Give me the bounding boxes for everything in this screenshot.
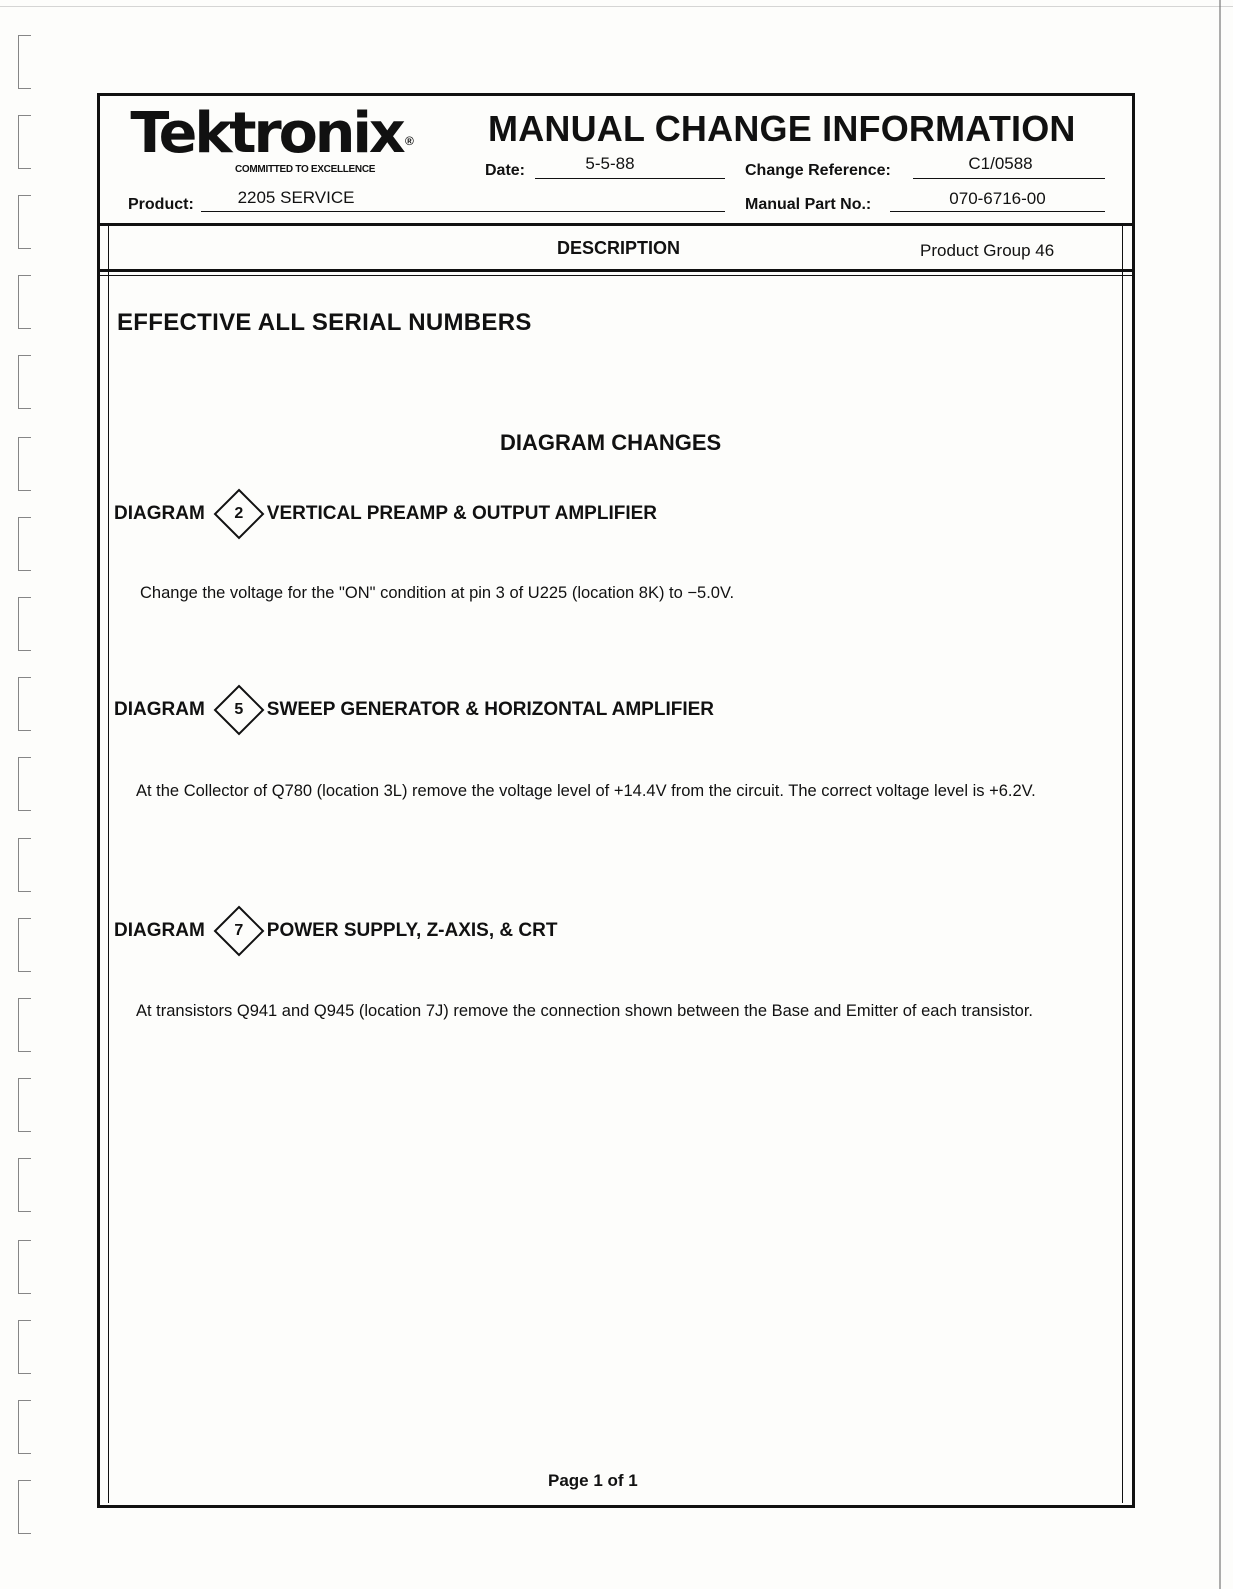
diagram-label: DIAGRAM — [114, 699, 205, 720]
binder-mark — [18, 517, 31, 571]
diagram-heading — [114, 684, 714, 736]
diagram-title: SWEEP GENERATOR & HORIZONTAL AMPLIFIER — [266, 699, 715, 720]
tektronix-logo: Tektronix — [130, 101, 403, 166]
binder-mark — [18, 1480, 31, 1534]
diagram-number: 5 — [234, 701, 244, 718]
binder-mark — [18, 1240, 31, 1294]
diagram-change-text: Change the voltage for the "ON" condition at pin 3 of U225 (location 8K) to −5.0V. — [140, 584, 735, 602]
change-reference-value: C1/0588 — [968, 154, 1033, 173]
diagram-title: POWER SUPPLY, Z-AXIS, & CRT — [266, 920, 558, 941]
logo-tagline: COMMITTED TO EXCELLENCE — [235, 164, 376, 175]
change-reference-label: Change Reference: — [745, 162, 891, 179]
description-rule-thin — [100, 275, 1132, 276]
page-number: Page 1 of 1 — [548, 1471, 638, 1490]
header-rule — [100, 223, 1132, 226]
binder-mark — [18, 35, 31, 89]
binder-mark — [18, 275, 31, 329]
diagram-number: 7 — [234, 922, 244, 939]
binder-mark — [18, 757, 31, 811]
binder-mark — [18, 115, 31, 169]
manual-part-value: 070-6716-00 — [949, 189, 1046, 208]
diagram-number-diamond — [213, 684, 265, 736]
binder-mark — [18, 195, 31, 249]
diagram-title: VERTICAL PREAMP & OUTPUT AMPLIFIER — [266, 503, 658, 524]
product-group: Product Group 46 — [920, 241, 1055, 260]
product-value: 2205 SERVICE — [237, 188, 355, 207]
page-top-edge — [0, 6, 1233, 7]
binder-mark — [18, 1400, 31, 1454]
diagram-label: DIAGRAM — [114, 920, 205, 941]
binder-mark — [18, 998, 31, 1052]
binder-mark — [18, 677, 31, 731]
inner-border-right — [1122, 223, 1123, 1503]
binder-mark — [18, 1158, 31, 1212]
registered-mark: ® — [405, 134, 414, 148]
product-label: Product: — [128, 196, 194, 213]
binder-mark — [18, 437, 31, 491]
change-form — [97, 93, 1135, 1508]
binder-mark — [18, 597, 31, 651]
change-reference-underline — [913, 178, 1105, 179]
binder-mark — [18, 355, 31, 409]
binder-mark — [18, 1320, 31, 1374]
diagram-number: 2 — [234, 505, 244, 522]
form-title: MANUAL CHANGE INFORMATION — [488, 108, 1076, 149]
diagram-change-text: At the Collector of Q780 (location 3L) remove the voltage level of +14.4V from the circuit. The correct voltage level is +6.2V. — [136, 782, 1036, 800]
binder-mark — [18, 1078, 31, 1132]
binder-mark — [18, 838, 31, 892]
inner-border-left — [108, 223, 109, 1503]
effective-serial-heading: EFFECTIVE ALL SERIAL NUMBERS — [117, 309, 532, 336]
diagram-number-diamond — [213, 488, 265, 540]
diagram-heading — [114, 488, 657, 540]
diagram-label: DIAGRAM — [114, 503, 205, 524]
date-label: Date: — [485, 162, 526, 179]
section-title: DIAGRAM CHANGES — [500, 430, 722, 455]
date-underline — [535, 178, 725, 179]
product-underline — [201, 211, 725, 212]
diagram-number-diamond — [213, 905, 265, 957]
date-value: 5-5-88 — [585, 154, 635, 173]
description-label: DESCRIPTION — [557, 238, 681, 258]
description-rule — [100, 269, 1132, 272]
page-right-edge — [1219, 0, 1221, 1589]
diagram-heading — [114, 905, 557, 957]
binder-mark — [18, 918, 31, 972]
diagram-change-text: At transistors Q941 and Q945 (location 7J) remove the connection shown between the Base and Emitter of each transistor. — [136, 1002, 1033, 1020]
manual-part-label: Manual Part No.: — [745, 196, 872, 213]
manual-part-underline — [890, 211, 1105, 212]
